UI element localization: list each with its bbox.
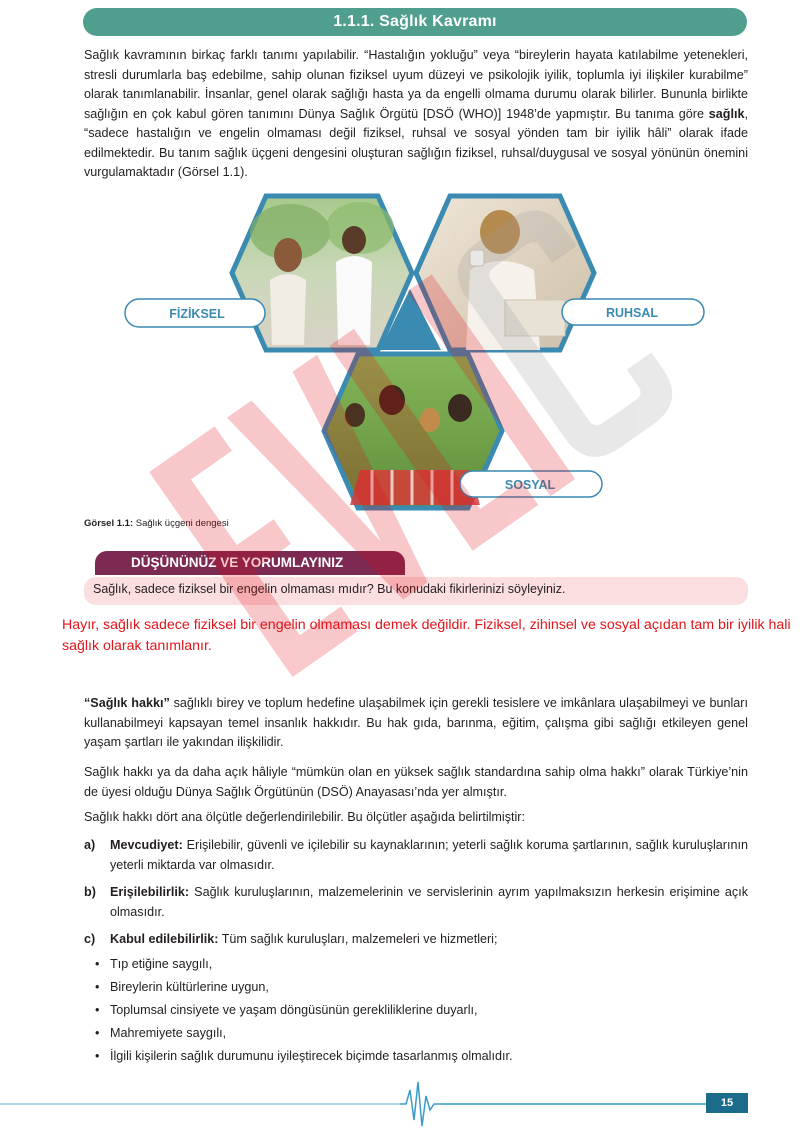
list-term: Kabul edilebilirlik: [110,932,219,946]
mental-photo-hexagon [416,196,594,350]
figure-caption [84,518,229,529]
bullet-dot: • [95,1049,100,1063]
social-label: SOSYAL [504,478,556,492]
intro-text-1: Sağlık kavramının birkaç farklı tanımı yapılabilir. “Hastalığın yokluğu” veya “bireylerin hayata katılabilme yetenekleri, stresli durumlarla baş edebilme, sahip olunan fiziksel uyum düzeyi ve psikolojik iyilik, toplumla iyi ilişkiler kurabilme” olarak tanımlanabilir. İnsanlar, genel olarak sağlığı hasta ya da engelli olmama durumu olarak bilirler. Bununla birlikte sağlığın en çok kabul gören tanımını Dünya Sağlık Örgütü [DSÖ (WHO)] 1948’de yapmıştır. Bu tanıma göre [84,48,748,121]
bullet-text: Mahremiyete saygılı, [110,1026,227,1040]
rights-paragraph-3: Sağlık hakkı dört ana ölçütle değerlendirilebilir. Bu ölçütler aşağıda belirtilmiştir: [84,810,526,824]
think-title: DÜŞÜNÜNÜZ VE YORUMLAYINIZ [131,555,344,570]
intro-bold-term: sağlık [708,106,745,121]
rights-paragraph-1 [84,694,748,753]
list-marker: c) [84,932,96,946]
list-text: Erişilebilir, güvenli ve içilebilir su kaynaklarının; yeterli sağlık koruma şartlarının, sağlık kuruluşlarının yeterli miktarda var olmasıdır. [110,838,748,872]
bullet-text: İlgili kişilerin sağlık durumunu iyileştirecek biçimde tasarlanmış olmalıdır. [110,1049,513,1063]
bullet-text: Tıp etiğine saygılı, [110,957,213,971]
bullet-dot: • [95,1003,100,1017]
list-text: Tüm sağlık kuruluşları, malzemeleri ve hizmetleri; [218,932,498,946]
bullet-dot: • [95,1026,100,1040]
list-marker: b) [84,885,96,899]
bullet-text: Toplumsal cinsiyete ve yaşam döngüsünün gerekliliklerine duyarlı, [110,1003,478,1017]
section-title: 1.1.1. Sağlık Kavramı [333,13,497,30]
think-question: Sağlık, sadece fiziksel bir engelin olmaması mıdır? Bu konudaki fikirlerinizi söyleyiniz. [93,582,566,596]
mental-label: RUHSAL [605,306,659,320]
rights-term: “Sağlık hakkı” [84,696,170,710]
rights-paragraph-2: Sağlık hakkı ya da daha açık hâliyle “mümkün olan en yüksek sağlık standardına sahip olma hakkı” olarak Türkiye’nin de üyesi olduğu Dünya Sağlık Örgütünün (DSÖ) Anayasası’nda yer almıştır. [84,765,748,799]
list-text: Sağlık kuruluşlarının, malzemelerinin ve servislerinin ayrım yapılmaksızın herkesin erişimine açık olmasıdır. [110,885,748,919]
list-marker: a) [84,838,96,852]
intro-text-2: , “sadece hastalığın ve engelin olmaması değil fiziksel, ruhsal ve sosyal yönden tam bir iyilik hâli” olarak ifade edilmektedir. Bu tanım sağlık üçgeni dengesini oluşturan sağlığın fiziksel, ruhsal/duygusal ve sosyal yönünün önemini vurgulamaktadır (Görsel 1.1). [84,106,748,179]
bullet-dot: • [95,980,100,994]
footer-heartbeat [0,1080,810,1130]
think-title-tab [95,551,405,575]
bullet-dot: • [95,957,100,971]
rights-text-1: sağlıklı birey ve toplum hedefine ulaşabilmek için gerekli tesislere ve imkânlara ulaşabilmeyi ve bunları kullanabilmeyi kapsayan temel insanlık hakkıdır. Bu hak gıda, barınma, eğitim, çalışma gibi sağlığı etkileyen genel yaşam şartları ile yakından ilişkilidir. [84,696,748,749]
physical-photo-hexagon [232,196,412,350]
physical-label: FİZİKSEL [169,307,225,321]
health-triangle-figure [0,0,810,520]
caption-text: Sağlık üçgeni dengesi [133,518,229,529]
page-number: 15 [706,1093,748,1113]
bullet-text: Bireylerin kültürlerine uygun, [110,980,269,994]
list-term: Erişilebilirlik: [110,885,190,899]
red-answer-text: Hayır, sağlık sadece fiziksel bir engelin olmaması demek değildir. Fiziksel, zihinsel ve sosyal açıdan tam bir iyilik hali sağlık olarak tanımlanır. [62,617,791,654]
list-term: Mevcudiyet: [110,838,183,852]
caption-label: Görsel 1.1: [84,518,134,529]
